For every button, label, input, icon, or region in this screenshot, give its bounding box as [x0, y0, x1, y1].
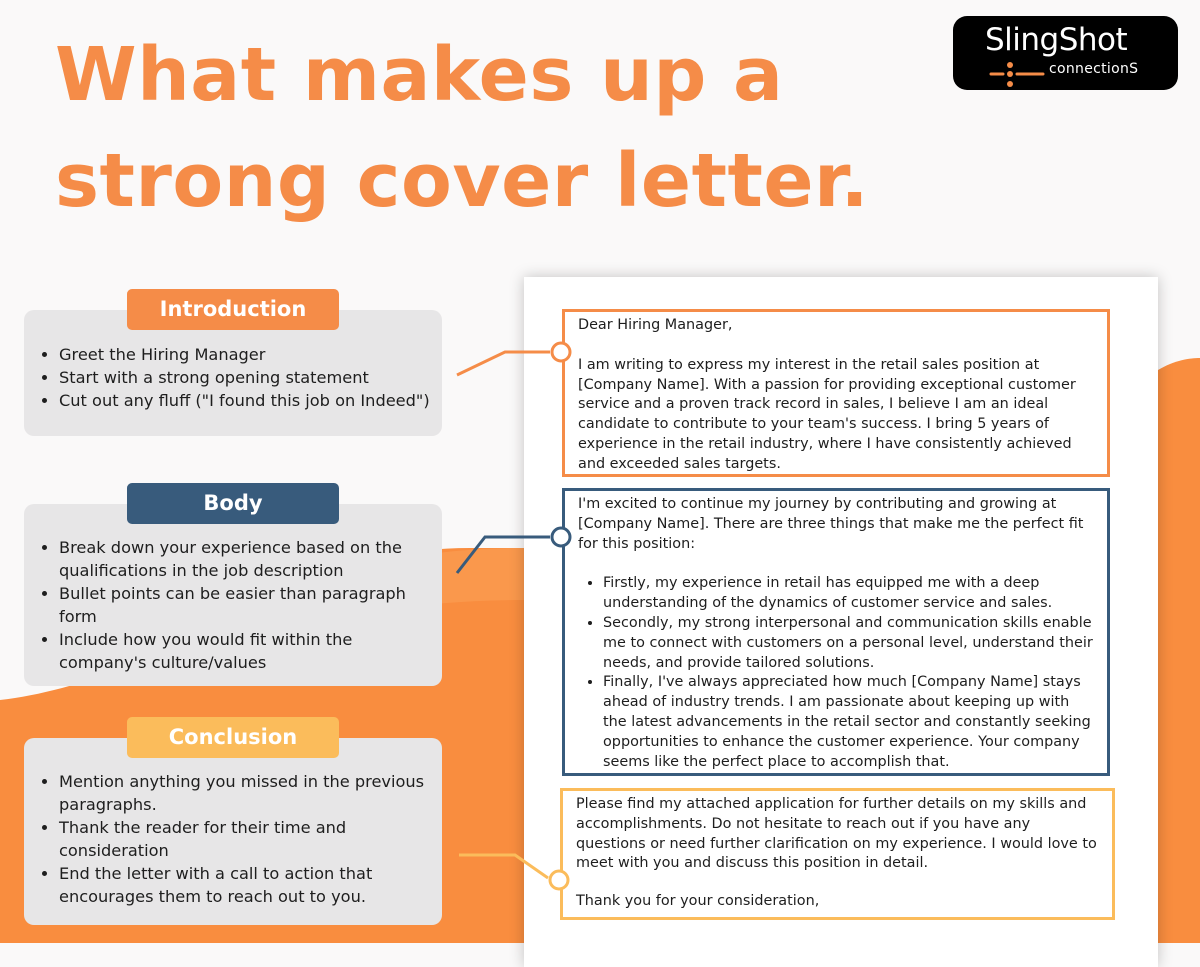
introduction-label: Introduction	[127, 289, 339, 330]
list-item: • Cut out any fluff ("I found this job on Indeed")	[59, 389, 442, 412]
list-item: • Break down your experience based on the qualifications in the job description	[59, 536, 442, 582]
title-line-1: What makes up a	[55, 32, 784, 118]
logo-sling-icon	[989, 59, 1045, 89]
letter-body-list	[578, 574, 1097, 772]
body-panel	[24, 504, 442, 686]
list-item: • Include how you would fit within the company's culture/values	[59, 628, 442, 674]
list-item: • End the letter with a call to action that encourages them to reach out to you.	[59, 862, 442, 908]
list-item: • Bullet points can be easier than paragraph form	[59, 582, 442, 628]
list-item: • Start with a strong opening statement	[59, 366, 442, 389]
conclusion-label: Conclusion	[127, 717, 339, 758]
letter-introduction-box	[562, 309, 1110, 477]
letter-intro-paragraph: I am writing to express my interest in the retail sales position at [Company Name]. With a passion for providing exceptional customer service and a proven track record in sales, I believe I am an ideal candidate to contribute to your team's success. I bring 5 years of experience in the retail industry, where I have consistently achieved and exceeded sales targets.	[578, 356, 1076, 472]
page-title	[55, 22, 869, 234]
body-list	[24, 504, 442, 674]
letter-body-paragraph: I'm excited to continue my journey by contributing and growing at [Company Name]. There are three things that make me the perfect fit for this position:	[578, 496, 1084, 552]
conclusion-list	[24, 738, 442, 908]
list-item: • Finally, I've always appreciated how much [Company Name] stays ahead of industry trends. I am passionate about keeping up with the latest advancements in the retail sector and constantly seeking opportunities to enhance the customer experience. Your company seems like the perfect place to accomplish that.	[603, 673, 1097, 772]
title-line-2: strong cover letter.	[55, 138, 870, 224]
logo-wordmark: SlingShot	[985, 22, 1128, 58]
letter-body-box	[562, 488, 1110, 776]
letter-greeting: Dear Hiring Manager,	[578, 317, 733, 333]
letter-conclusion-box	[560, 788, 1115, 920]
conclusion-panel	[24, 738, 442, 925]
list-item: • Secondly, my strong interpersonal and communication skills enable me to connect with customers on a personal level, understand their needs, and provide tailored solutions.	[603, 614, 1097, 673]
letter-signoff: Thank you for your consideration,	[576, 893, 820, 910]
list-item: • Thank the reader for their time and consideration	[59, 816, 442, 862]
list-item: • Mention anything you missed in the previous paragraphs.	[59, 770, 442, 816]
list-item: • Firstly, my experience in retail has equipped me with a deep understanding of the dynamics of customer service and sales.	[603, 574, 1097, 614]
letter-closing-paragraph: Please find my attached application for further details on my skills and accomplishments. Do not hesitate to reach out if you have any questions or need further clarification on my experience. I would love to meet with you and discuss this position in detail.	[576, 796, 1097, 872]
slingshot-logo	[953, 16, 1178, 90]
list-item: • Greet the Hiring Manager	[59, 343, 442, 366]
logo-subtitle: connectionS	[1049, 61, 1139, 77]
body-label: Body	[127, 483, 339, 524]
